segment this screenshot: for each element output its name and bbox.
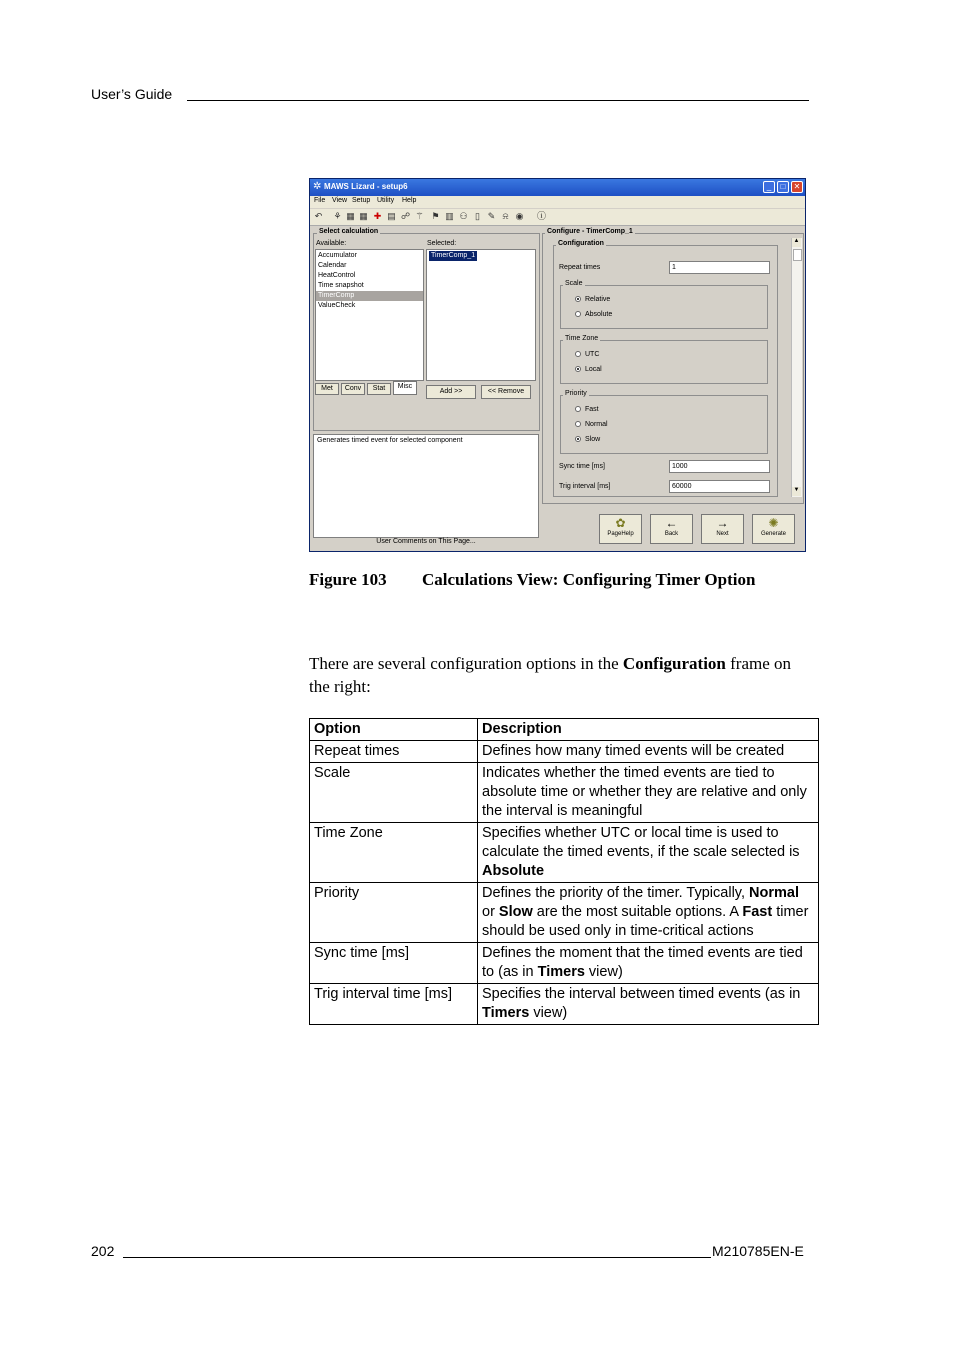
- radio-local-dot[interactable]: [575, 366, 581, 372]
- bell-icon[interactable]: ⍾: [502, 211, 509, 221]
- page-number: 202: [91, 1243, 115, 1259]
- back-label: Back: [664, 531, 679, 537]
- bike-icon[interactable]: ⚇: [459, 211, 468, 221]
- pagehelp-label: PageHelp: [607, 531, 634, 537]
- radio-local-label: Local: [585, 366, 602, 373]
- running-header: User’s Guide: [91, 86, 173, 102]
- config-scrollbar[interactable]: [791, 238, 802, 497]
- toolbar: [310, 209, 805, 226]
- undo-icon[interactable]: ↶: [314, 211, 323, 221]
- option-cell: Repeat times: [310, 741, 478, 763]
- available-list[interactable]: [315, 249, 424, 381]
- configuration-title: Configuration: [558, 240, 604, 247]
- generate-icon: ✺: [768, 516, 779, 530]
- minimize-icon[interactable]: _: [763, 181, 775, 193]
- repeat-times-label: Repeat times: [559, 264, 601, 271]
- figure-number: Figure 103: [309, 570, 387, 589]
- description-cell: [478, 943, 819, 984]
- priority-title: Priority: [565, 390, 587, 397]
- table-row: [310, 763, 819, 823]
- tree-icon[interactable]: ⚘: [333, 211, 342, 221]
- figure-icon[interactable]: ☍: [400, 211, 411, 221]
- para-text-end: frame on the right:: [309, 654, 792, 696]
- menu-utility[interactable]: Utility: [377, 197, 395, 204]
- list-item-selected[interactable]: TimerComp: [316, 291, 423, 301]
- menu-setup[interactable]: Setup: [352, 197, 371, 204]
- desc-text: view): [584, 964, 623, 980]
- grid-icon[interactable]: ▤: [387, 211, 396, 221]
- arrow-left-icon: ←: [665, 516, 678, 530]
- desc-bold: Timers: [482, 1005, 530, 1021]
- description-cell: [478, 984, 819, 1025]
- close-icon[interactable]: ✕: [791, 181, 803, 193]
- info-icon[interactable]: ⓘ: [536, 211, 546, 221]
- description-cell: Defines how many timed events will be created: [478, 741, 819, 763]
- desc-bold: Timers: [537, 964, 585, 980]
- timezone-title: Time Zone: [565, 335, 599, 342]
- header-option: Option: [310, 719, 478, 741]
- app-window-screenshot: [309, 178, 806, 552]
- pagehelp-icon: ✿: [615, 516, 626, 530]
- sync-time-label: Sync time [ms]: [559, 463, 605, 470]
- add-button[interactable]: Add >>: [426, 385, 476, 399]
- tab-stat[interactable]: Stat: [367, 383, 391, 395]
- scroll-thumb[interactable]: [793, 249, 802, 261]
- header-description: Description: [478, 719, 819, 741]
- selected-label: Selected:: [427, 240, 457, 247]
- desc-bold: Normal: [749, 885, 799, 901]
- scroll-down-icon[interactable]: ▼: [792, 487, 801, 496]
- generate-button[interactable]: [752, 514, 795, 544]
- selected-list[interactable]: [426, 249, 536, 381]
- radio-relative[interactable]: [575, 296, 610, 303]
- desc-bold: Fast: [742, 904, 773, 920]
- configure-title: Configure - TimerComp_1: [547, 228, 633, 235]
- menu-help[interactable]: Help: [402, 197, 417, 204]
- table-row: [310, 741, 819, 763]
- radio-utc[interactable]: [575, 351, 599, 358]
- desc-bold: Absolute: [482, 863, 545, 879]
- table-row: [310, 823, 819, 883]
- comment-box[interactable]: [313, 434, 539, 538]
- scale-group: [560, 285, 768, 329]
- figure-title: Calculations View: Configuring Timer Option: [422, 570, 756, 589]
- option-cell: Scale: [310, 763, 478, 823]
- radio-absolute-label: Absolute: [585, 311, 613, 318]
- menu-bar: [310, 196, 805, 208]
- trig-interval-label: Trig interval [ms]: [559, 483, 611, 490]
- tab-conv[interactable]: Conv: [341, 383, 365, 395]
- tab-met[interactable]: Met: [315, 383, 339, 395]
- radio-slow-dot[interactable]: [575, 436, 581, 442]
- scroll-up-icon[interactable]: ▲: [792, 238, 801, 247]
- list-item[interactable]: Calendar: [318, 262, 347, 269]
- arrow-right-icon: →: [716, 516, 729, 530]
- desc-text: Specifies whether UTC or local time is used to calculate the timed events, if the scale selected is: [482, 825, 800, 860]
- tab-misc[interactable]: Misc: [393, 381, 417, 395]
- radio-absolute[interactable]: [575, 311, 612, 318]
- option-cell: Time Zone: [310, 823, 478, 883]
- description-cell: [478, 823, 819, 883]
- list-item[interactable]: ValueCheck: [318, 302, 356, 309]
- radio-fast[interactable]: [575, 406, 599, 413]
- para-bold: Configuration: [622, 654, 726, 673]
- comment-footer[interactable]: User Comments on This Page...: [313, 538, 539, 545]
- selected-list-row: [427, 251, 535, 261]
- timezone-group: [560, 340, 768, 384]
- desc-text: are the most suitable options. A: [532, 904, 743, 920]
- plus-icon[interactable]: ✚: [373, 211, 382, 221]
- select-calculation-title: Select calculation: [319, 228, 379, 235]
- menu-view[interactable]: View: [332, 197, 348, 204]
- radio-slow-label: Slow: [585, 436, 601, 443]
- table-row: [310, 943, 819, 984]
- list-item[interactable]: Accumulator: [318, 252, 357, 259]
- document-code: M210785EN-E: [712, 1243, 804, 1259]
- scale-title: Scale: [565, 280, 583, 287]
- option-cell: Trig interval time [ms]: [310, 984, 478, 1025]
- radio-fast-dot[interactable]: [575, 406, 581, 412]
- generate-label: Generate: [760, 531, 787, 537]
- desc-text: timer should be used only in time-critical actions: [482, 904, 809, 939]
- globe-icon[interactable]: ◉: [515, 211, 524, 221]
- desc-bold: Slow: [498, 904, 533, 920]
- desc-text: Defines the moment that the timed events are tied to (as in: [482, 945, 803, 980]
- trig-interval-field[interactable]: 60000: [669, 480, 770, 493]
- comment-text: Generates timed event for selected component: [317, 437, 463, 444]
- list-item[interactable]: Time snapshot: [318, 282, 364, 289]
- desc-text: view): [529, 1005, 568, 1021]
- radio-utc-label: UTC: [585, 351, 600, 358]
- available-label: Available:: [316, 240, 347, 247]
- window-title: MAWS Lizard - setup6: [324, 182, 408, 191]
- back-button[interactable]: [650, 514, 693, 544]
- sync-time-field[interactable]: 1000: [669, 460, 770, 473]
- page-icon[interactable]: ▯: [475, 211, 480, 221]
- radio-relative-dot[interactable]: [575, 296, 581, 302]
- intro-paragraph: [309, 652, 809, 698]
- description-cell: [478, 883, 819, 943]
- options-table: [309, 718, 819, 1025]
- para-text: There are several configuration options in the: [309, 654, 623, 673]
- calc-icon[interactable]: ▥: [445, 211, 454, 221]
- desc-text: or: [482, 904, 499, 920]
- radio-slow[interactable]: [575, 436, 600, 443]
- repeat-times-field[interactable]: 1: [669, 261, 770, 274]
- option-cell: Sync time [ms]: [310, 943, 478, 984]
- radio-local[interactable]: [575, 366, 602, 373]
- next-button[interactable]: [701, 514, 744, 544]
- radio-relative-label: Relative: [585, 296, 611, 303]
- remove-button[interactable]: << Remove: [481, 385, 531, 399]
- app-logo-icon: ✲: [313, 181, 322, 192]
- radio-normal-dot[interactable]: [575, 421, 581, 427]
- maximize-icon[interactable]: □: [777, 181, 789, 193]
- radio-normal[interactable]: [575, 421, 608, 428]
- list-item[interactable]: HeatControl: [318, 272, 356, 279]
- menu-file[interactable]: File: [314, 197, 326, 204]
- sensor2-icon[interactable]: ▦: [359, 211, 368, 221]
- radio-fast-label: Fast: [585, 406, 599, 413]
- footer-rule: [123, 1257, 711, 1258]
- pencil-icon[interactable]: ✎: [487, 211, 496, 221]
- description-cell: Indicates whether the timed events are tied to absolute time or whether they are relative and only the interval is meaningful: [478, 763, 819, 823]
- desc-text: Defines the priority of the timer. Typically,: [482, 885, 750, 901]
- table-header-row: [310, 719, 819, 741]
- next-label: Next: [716, 531, 729, 537]
- radio-utc-dot[interactable]: [575, 351, 581, 357]
- pagehelp-button[interactable]: [599, 514, 642, 544]
- table-row: [310, 984, 819, 1025]
- table-row: [310, 883, 819, 943]
- radio-normal-label: Normal: [585, 421, 608, 428]
- desc-text: Specifies the interval between timed events (as in: [482, 986, 801, 1002]
- window-titlebar: [310, 179, 805, 196]
- header-rule: [187, 100, 809, 101]
- flag-icon[interactable]: ⚑: [431, 211, 440, 221]
- option-cell: Priority: [310, 883, 478, 943]
- selected-item[interactable]: TimerComp_1: [431, 252, 476, 259]
- runner-icon[interactable]: ⚚: [415, 211, 424, 221]
- sensor-icon[interactable]: ▦: [346, 211, 355, 221]
- radio-absolute-dot[interactable]: [575, 311, 581, 317]
